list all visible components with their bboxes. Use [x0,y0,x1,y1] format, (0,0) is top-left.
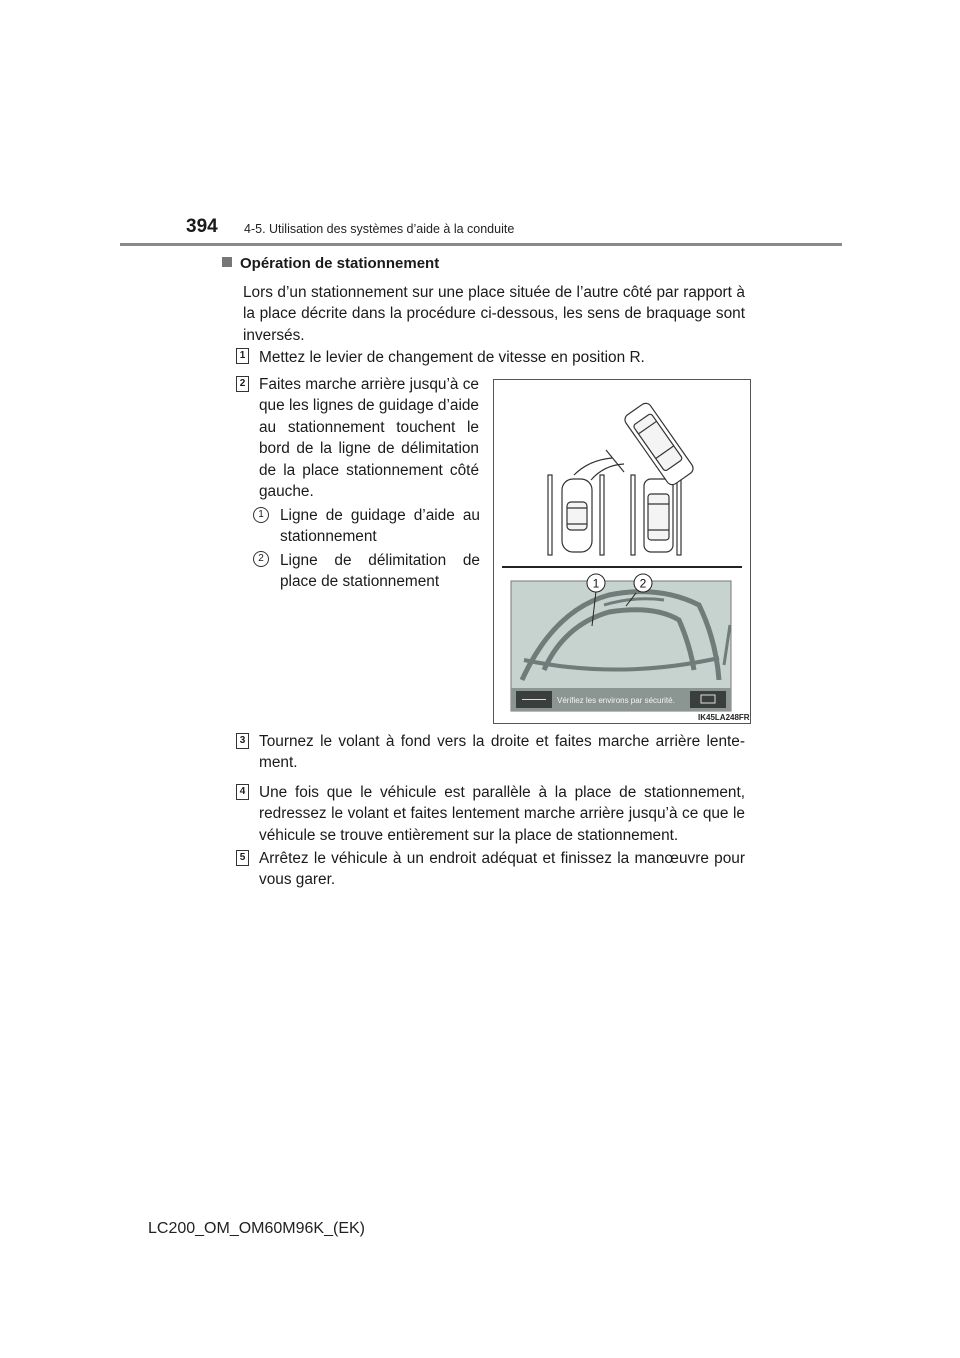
step-2-text: Faites marche arrière jusqu’à ce que les lignes de guidage d’aide au stationnement touchent le bord de la ligne de délimitation de la place stationnement côté gauche. [259,376,479,501]
callout-1-text: Ligne de guidage d’aide au stationnement [280,507,480,546]
step-3-badge: 3 [236,733,249,749]
header-divider [120,243,842,246]
bay-line-mid-left [600,475,604,555]
page-number: 394 [186,216,218,237]
step-2-badge: 2 [236,376,249,392]
bay-line-mid-right [631,475,635,555]
bay-line-right [677,475,681,555]
guide-line-1 [606,450,624,472]
intro-paragraph: Lors d’un stationnement sur une place située de l’autre côté par rapport à la place décrite dans la procédure ci-dessous, les sens de braquage sont inversés. [243,284,745,344]
callout-1-badge: 1 [253,507,269,523]
callout-2-text: Ligne de délimitation de place de stationnement [280,552,480,591]
guide-arc-1 [574,458,612,475]
parked-suv-right-icon [644,479,673,552]
step-1-text: Mettez le levier de changement de vitesse en position R. [259,349,645,366]
step-5-badge: 5 [236,850,249,866]
parking-diagram [494,380,750,723]
step-1-badge: 1 [236,348,249,364]
subsection-heading [222,255,439,272]
step-5-text: Arrêtez le véhicule à un endroit adéquat et finissez la manœuvre pour vous garer. [259,850,745,889]
square-bullet-icon [222,257,232,267]
document-footer: LC200_OM_OM60M96K_(EK) [148,1220,365,1237]
bay-line-left [548,475,552,555]
camera-screen [511,581,731,711]
step-4-badge: 4 [236,784,249,800]
section-title: 4-5. Utilisation des systèmes d’aide à la conduite [244,222,515,236]
parking-illustration [493,379,751,724]
reversing-vehicle-icon [623,401,696,487]
screen-message: Vérifiez les environs par sécurité. [557,696,675,705]
image-code: IK45LA248FR [698,713,750,722]
step-3-text: Tournez le volant à fond vers la droite et faites marche arrière lente-ment. [259,733,745,772]
callout-1-number: 1 [592,576,600,591]
callout-2-number: 2 [639,576,647,591]
callout-2-badge: 2 [253,551,269,567]
heading-text: Opération de stationnement [240,255,440,272]
parked-car-left-icon [562,479,592,552]
screen-button-right [690,691,726,708]
step-4-text: Une fois que le véhicule est parallèle à la place de stationnement, redressez le volant et faites lentement marche arrière jusqu’à ce que le véhicule se trouve entièrement sur la place de stationnement. [259,784,745,844]
